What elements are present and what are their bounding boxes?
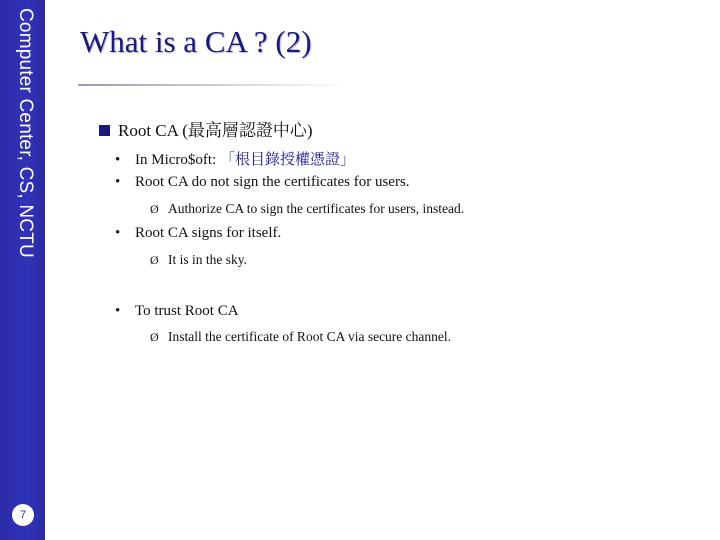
sidebar-label: Computer Center, CS, NCTU xyxy=(15,8,36,258)
sub-item-text: It is in the sky. xyxy=(168,252,247,267)
sub-list-item xyxy=(150,329,451,345)
heading-text: Root CA (最高層認證中心) xyxy=(118,121,313,140)
heading-item xyxy=(99,116,313,141)
slide-title: What is a CA ? (2) xyxy=(80,24,312,59)
arrow-bullet-icon: Ø xyxy=(150,202,159,216)
item-text: To trust Root CA xyxy=(135,303,239,319)
item-text: Root CA do not sign the certificates for users. xyxy=(135,174,410,190)
sub-list-item xyxy=(150,201,464,217)
sub-item-text: Authorize CA to sign the certificates for users, instead. xyxy=(168,201,465,216)
item-prefix: In Micro$oft: xyxy=(135,152,220,168)
arrow-bullet-icon: Ø xyxy=(150,253,159,267)
arrow-bullet-icon: Ø xyxy=(150,330,159,344)
sub-item-text: Install the certificate of Root CA via secure channel. xyxy=(168,329,452,344)
bullet-icon: • xyxy=(115,174,121,190)
sub-list-item xyxy=(150,252,247,268)
list-item xyxy=(115,303,239,320)
list-item xyxy=(115,148,355,169)
bullet-icon: • xyxy=(115,225,121,241)
item-highlight: 「根目錄授權憑證」 xyxy=(219,152,355,168)
title-divider xyxy=(78,84,348,86)
bullet-icon: • xyxy=(115,152,121,168)
square-bullet-icon xyxy=(99,125,110,136)
list-item xyxy=(115,174,410,191)
sidebar xyxy=(0,0,45,540)
page-number-badge: 7 xyxy=(12,504,34,526)
list-item xyxy=(115,225,281,242)
bullet-icon: • xyxy=(115,303,121,319)
item-text: Root CA signs for itself. xyxy=(135,225,282,241)
